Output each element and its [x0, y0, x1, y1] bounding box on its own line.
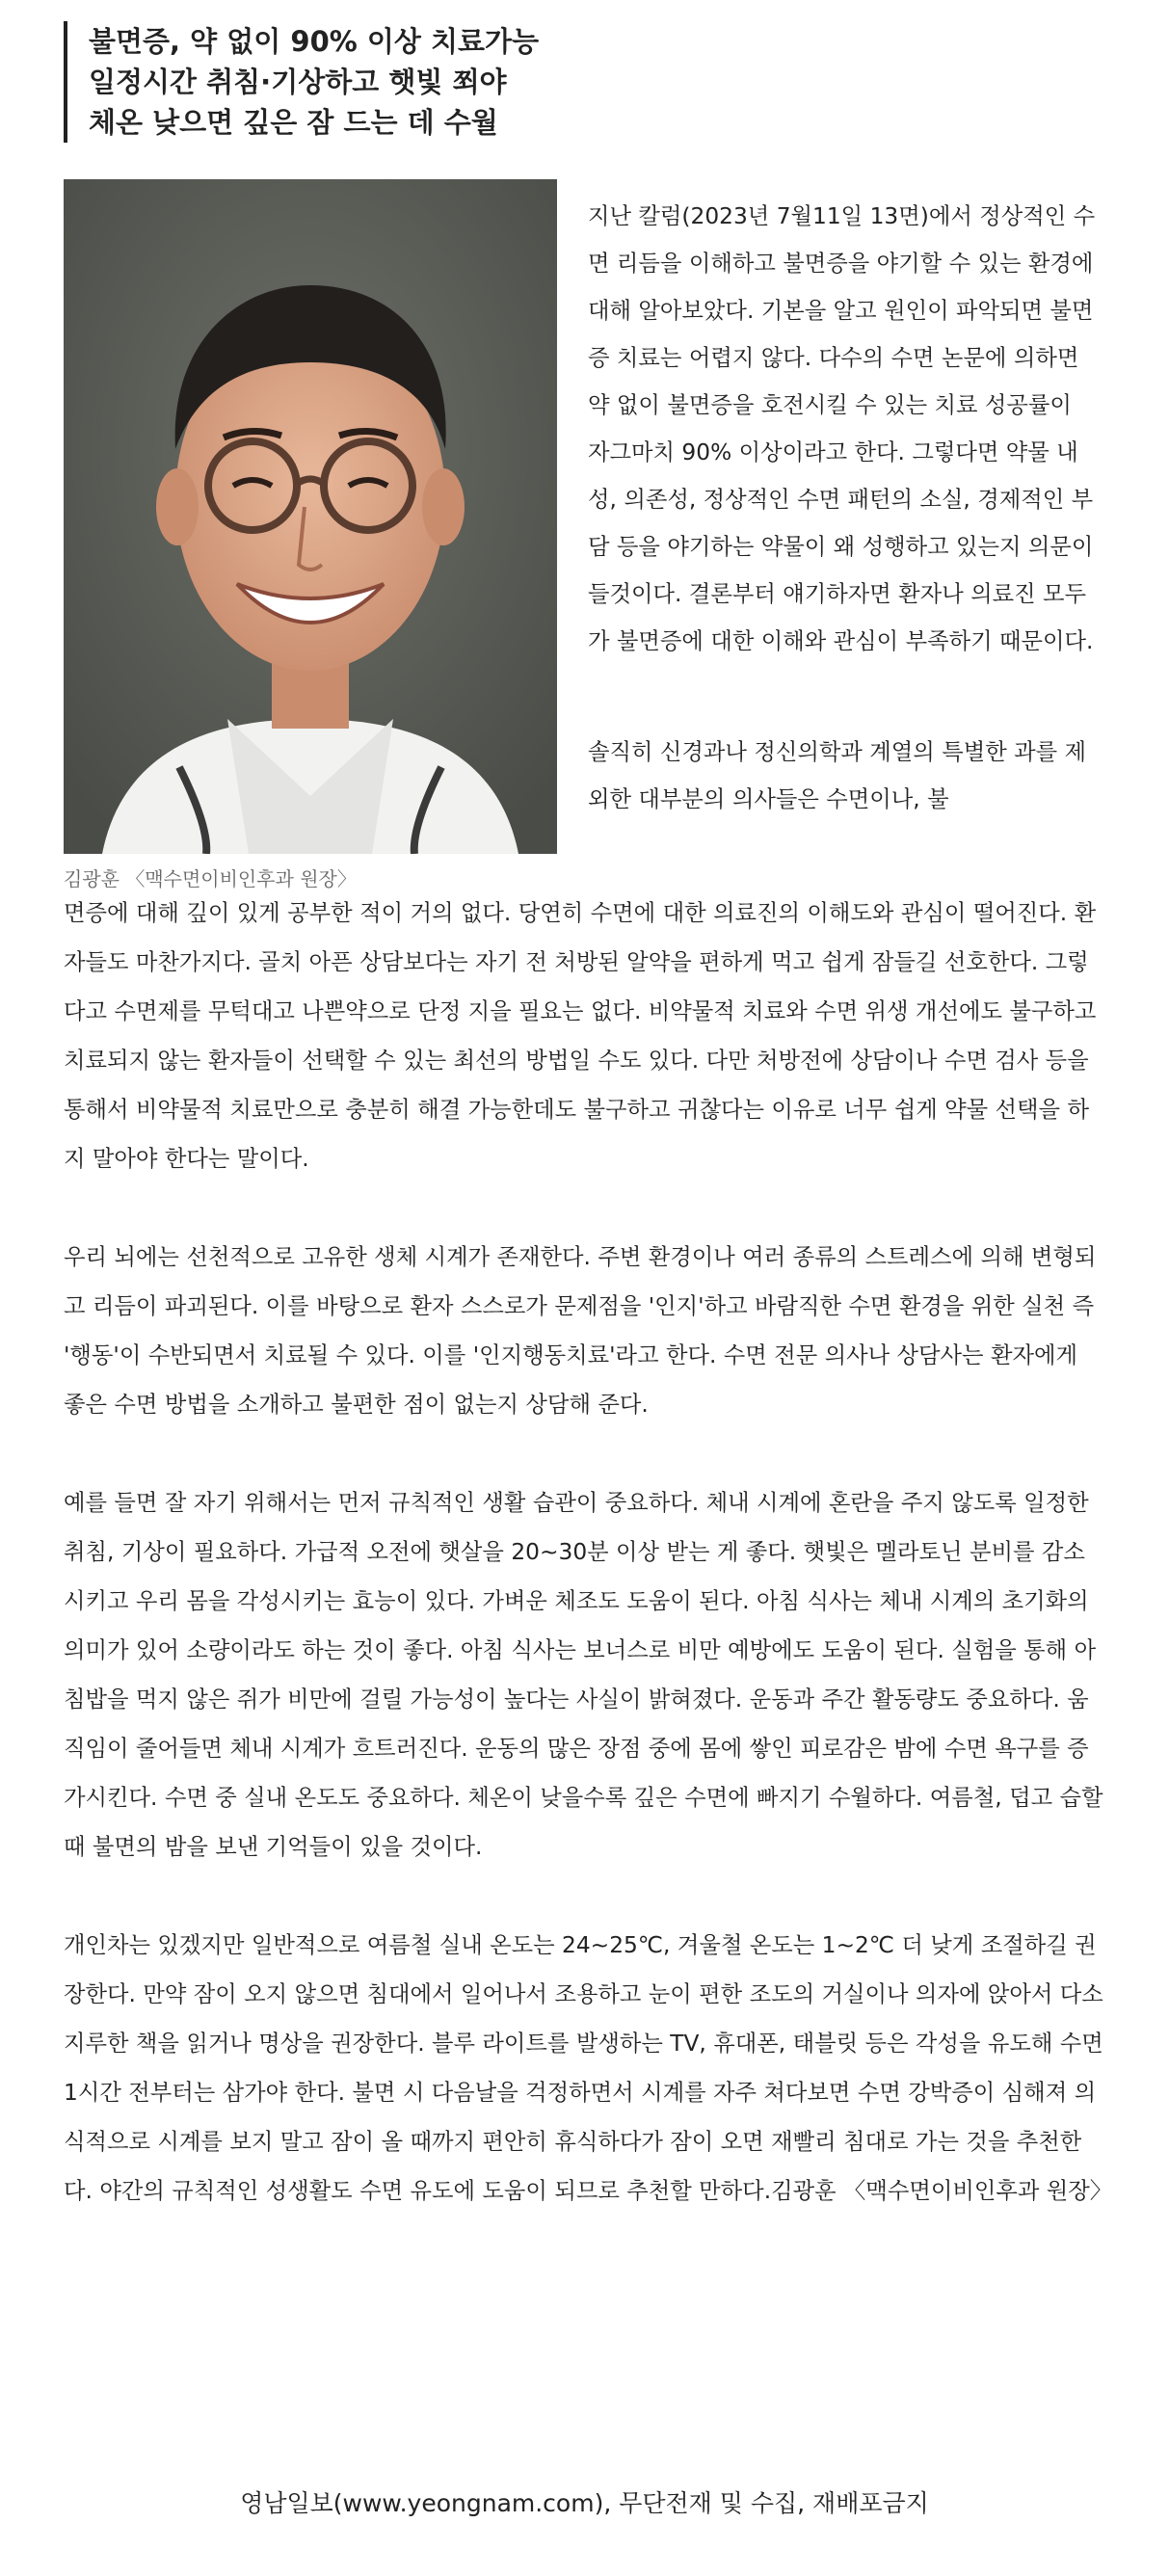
copyright-footer: 영남일보(www.yeongnam.com), 무단전재 및 수집, 재배포금지	[240, 2489, 929, 2517]
paragraph-1: 지난 칼럼(2023년 7월11일 13면)에서 정상적인 수면 리듬을 이해하고 불면증을 야기할 수 있는 환경에 대해 알아보았다. 기본을 알고 원인이 파악되면 불면증 치료는 어렵지 않다. 다수의 수면 논문에 의하면 약 없이 불면증을 호전시킬 수 있는 치료 성공률이 자그마치 90% 이상이라고 한다. 그렇다면 약물 내성, 의존성, 정상적인 수면 패턴의 소실, 경제적인 부담 등을 야기하는 약물이 왜 성행하고 있는지 의문이 들것이다. 결론부터 얘기하자면 환자나 의료진 모두가 불면증에 대한 이해와 관심이 부족하기 때문이다.	[588, 203, 1096, 654]
paragraph-4: 예를 들면 잘 자기 위해서는 먼저 규칙적인 생활 습관이 중요하다. 체내 시계에 혼란을 주지 않도록 일정한 취침, 기상이 필요하다. 가급적 오전에 햇살을 20~30분 이상 받는 게 좋다. 햇빛은 멜라토닌 분비를 감소시키고 우리 몸을 각성시키는 효능이 있다. 가벼운 체조도 도움이 된다. 아침 식사는 체내 시계의 초기화의 의미가 있어 소량이라도 하는 것이 좋다. 아침 식사는 보너스로 비만 예방에도 도움이 된다. 실험을 통해 아침밥을 먹지 않은 쥐가 비만에 걸릴 가능성이 높다는 사실이 밝혀졌다. 운동과 주간 활동량도 중요하다. 움직임이 줄어들면 체내 시계가 흐트러진다. 운동의 많은 장점 중에 몸에 쌓인 피로감은 밤에 수면 욕구를 증가시킨다. 수면 중 실내 온도도 중요하다. 체온이 낮을수록 깊은 수면에 빠지기 수월하다. 여름철, 덥고 습할 때 불면의 밤을 보낸 기억들이 있을 것이다.	[64, 1490, 1103, 1860]
article-subtitle	[64, 21, 539, 143]
photo-caption: 김광훈 〈맥수면이비인후과 원장〉	[64, 867, 357, 890]
subtitle-line-3: 체온 낮으면 깊은 잠 드는 데 수월	[89, 106, 498, 139]
subtitle-line-1: 불면증, 약 없이 90% 이상 치료가능	[89, 25, 540, 58]
article-body-wrapped	[588, 193, 1099, 887]
subtitle-line-2: 일정시간 취침·기상하고 햇빛 쬐야	[89, 66, 507, 98]
article-body	[64, 889, 1113, 2265]
paragraph-2-rest: 면증에 대해 깊이 있게 공부한 적이 거의 없다. 당연히 수면에 대한 의료진의 이해도와 관심이 떨어진다. 환자들도 마찬가지다. 골치 아픈 상담보다는 자기 전 처방된 알약을 편하게 먹고 쉽게 잠들길 선호한다. 그렇다고 수면제를 무턱대고 나쁜약으로 단정 지을 필요는 없다. 비약물적 치료와 수면 위생 개선에도 불구하고 치료되지 않는 환자들이 선택할 수 있는 최선의 방법일 수도 있다. 다만 처방전에 상담이나 수면 검사 등을 통해서 비약물적 치료만으로 충분히 해결 가능한데도 불구하고 귀찮다는 이유로 너무 쉽게 약물 선택을 하지 말아야 한다는 말이다.	[64, 900, 1097, 1172]
paragraph-2-start: 솔직히 신경과나 정신의학과 계열의 특별한 과를 제외한 대부분의 의사들은 수면이나, 불	[588, 739, 1087, 812]
paragraph-5: 개인차는 있겠지만 일반적으로 여름철 실내 온도는 24~25℃, 겨울철 온도는 1~2℃ 더 낮게 조절하길 권장한다. 만약 잠이 오지 않으면 침대에서 일어나서 조용하고 눈이 편한 조도의 거실이나 의자에 앉아서 다소 지루한 책을 읽거나 명상을 권장한다. 블루 라이트를 발생하는 TV, 휴대폰, 태블릿 등은 각성을 유도해 수면 1시간 전부터는 삼가야 한다. 불면 시 다음날을 걱정하면서 시계를 자주 쳐다보면 수면 강박증이 심해져 의식적으로 시계를 보지 말고 잠이 올 때까지 편안히 휴식하다가 잠이 오면 재빨리 침대로 가는 것을 추천한다. 야간의 규칙적인 성생활도 수면 유도에 도움이 되므로 추천할 만하다.김광훈 〈맥수면이비인후과 원장〉	[64, 1932, 1113, 2204]
author-portrait-image	[64, 179, 557, 854]
paragraph-3: 우리 뇌에는 선천적으로 고유한 생체 시계가 존재한다. 주변 환경이나 여러 종류의 스트레스에 의해 변형되고 리듬이 파괴된다. 이를 바탕으로 환자 스스로가 문제점을 '인지'하고 바람직한 수면 환경을 위한 실천 즉 '행동'이 수반되면서 치료될 수 있다. 이를 '인지행동치료'라고 한다. 수면 전문 의사나 상담사는 환자에게 좋은 수면 방법을 소개하고 불편한 점이 없는지 상담해 준다.	[64, 1244, 1097, 1418]
author-photo	[64, 179, 557, 854]
